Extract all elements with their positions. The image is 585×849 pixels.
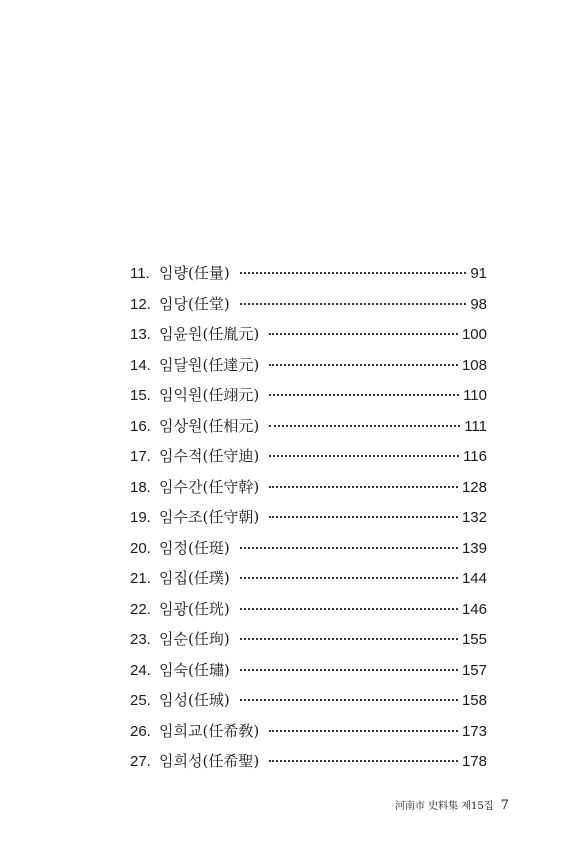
toc-entry-page: 155 — [461, 631, 487, 648]
toc-entry-number: 27. — [130, 753, 151, 770]
toc-entry — [130, 319, 487, 350]
toc-entry-number: 20. — [130, 539, 151, 557]
toc-entry-number: 18. — [130, 478, 151, 496]
toc-entry-page: 144 — [461, 570, 487, 587]
toc-entry-page: 132 — [461, 509, 487, 526]
toc-entry-number: 26. — [130, 722, 151, 740]
toc-leader-dots — [240, 608, 458, 610]
toc-entry-number: 16. — [130, 417, 151, 435]
toc-entry — [130, 563, 487, 594]
toc-entry — [130, 380, 487, 411]
table-of-contents — [130, 258, 487, 777]
toc-entry — [130, 289, 487, 320]
toc-entry — [130, 350, 487, 381]
toc-entry-page: 178 — [461, 753, 487, 770]
page-footer — [395, 798, 509, 815]
toc-entry-title: 임광(任珖) — [159, 599, 230, 618]
toc-entry-title: 임윤원(任胤元) — [159, 325, 260, 343]
toc-leader-dots — [269, 394, 459, 396]
toc-entry — [130, 655, 487, 686]
toc-leader-dots — [269, 730, 458, 732]
toc-leader-dots — [240, 638, 458, 640]
toc-entry-number: 22. — [130, 600, 151, 618]
toc-entry-page: 91 — [470, 265, 487, 282]
toc-entry-number: 24. — [130, 661, 151, 679]
toc-leader-dots — [269, 425, 460, 427]
toc-entry-page: 146 — [461, 600, 487, 618]
toc-leader-dots — [269, 455, 459, 457]
toc-leader-dots — [269, 333, 458, 335]
toc-entry-title: 임당(任堂) — [159, 294, 230, 313]
toc-leader-dots — [269, 516, 458, 518]
toc-entry-number: 21. — [130, 570, 151, 587]
toc-entry-page: 157 — [461, 661, 487, 679]
toc-entry-number: 15. — [130, 387, 151, 404]
toc-entry-title: 임달원(任達元) — [159, 355, 260, 374]
footer-publication: 河南市 史料集 제15집 — [395, 801, 494, 812]
toc-entry-title: 임수적(任守迪) — [159, 447, 260, 465]
toc-leader-dots — [269, 364, 458, 366]
toc-entry-page: 139 — [461, 539, 487, 557]
toc-leader-dots — [240, 303, 467, 305]
toc-entry — [130, 685, 487, 716]
toc-entry-title: 임수조(任守朝) — [159, 508, 260, 526]
toc-entry-page: 111 — [464, 417, 487, 435]
toc-entry-page: 100 — [461, 326, 487, 343]
toc-leader-dots — [240, 547, 458, 549]
toc-entry — [130, 746, 487, 777]
toc-entry-number: 25. — [130, 692, 151, 709]
toc-entry — [130, 441, 487, 472]
toc-entry-title: 임정(任珽) — [159, 538, 230, 557]
toc-entry-page: 158 — [461, 692, 487, 709]
toc-entry-page: 128 — [461, 478, 487, 496]
toc-entry — [130, 716, 487, 747]
toc-entry-title: 임숙(任璛) — [159, 660, 230, 679]
toc-entry-title: 임수간(任守幹) — [159, 477, 260, 496]
toc-entry-title: 임성(任珹) — [159, 691, 230, 709]
toc-entry — [130, 258, 487, 289]
toc-entry-number: 11. — [130, 265, 150, 282]
toc-entry-page: 173 — [461, 722, 487, 740]
toc-entry-title: 임상원(任相元) — [159, 416, 260, 435]
toc-entry-page: 108 — [461, 356, 487, 374]
toc-entry-number: 14. — [130, 356, 151, 374]
toc-entry — [130, 411, 487, 442]
footer-page-number: 7 — [500, 798, 509, 813]
toc-entry-title: 임희교(任希敎) — [159, 721, 260, 740]
toc-entry — [130, 624, 487, 655]
toc-entry-number: 13. — [130, 326, 151, 343]
toc-entry-title: 임량(任量) — [159, 264, 230, 282]
toc-entry-title: 임희성(任希聖) — [159, 752, 260, 770]
toc-entry — [130, 533, 487, 564]
toc-leader-dots — [269, 760, 458, 762]
toc-entry — [130, 472, 487, 503]
toc-leader-dots — [240, 699, 458, 701]
toc-entry-number: 19. — [130, 509, 151, 526]
toc-entry-page: 116 — [463, 448, 487, 465]
toc-entry-title: 임순(任珣) — [159, 630, 230, 648]
toc-leader-dots — [240, 577, 458, 579]
toc-leader-dots — [240, 272, 467, 274]
toc-entry-title: 임집(任璞) — [159, 569, 230, 587]
toc-leader-dots — [269, 486, 458, 488]
toc-entry-page: 110 — [463, 387, 487, 404]
toc-entry-number: 17. — [130, 448, 151, 465]
toc-leader-dots — [240, 669, 458, 671]
toc-entry-title: 임익원(任翊元) — [159, 386, 260, 404]
toc-entry-page: 98 — [470, 295, 487, 313]
toc-entry-number: 23. — [130, 631, 151, 648]
toc-entry — [130, 502, 487, 533]
toc-entry-number: 12. — [130, 295, 151, 313]
toc-entry — [130, 594, 487, 625]
